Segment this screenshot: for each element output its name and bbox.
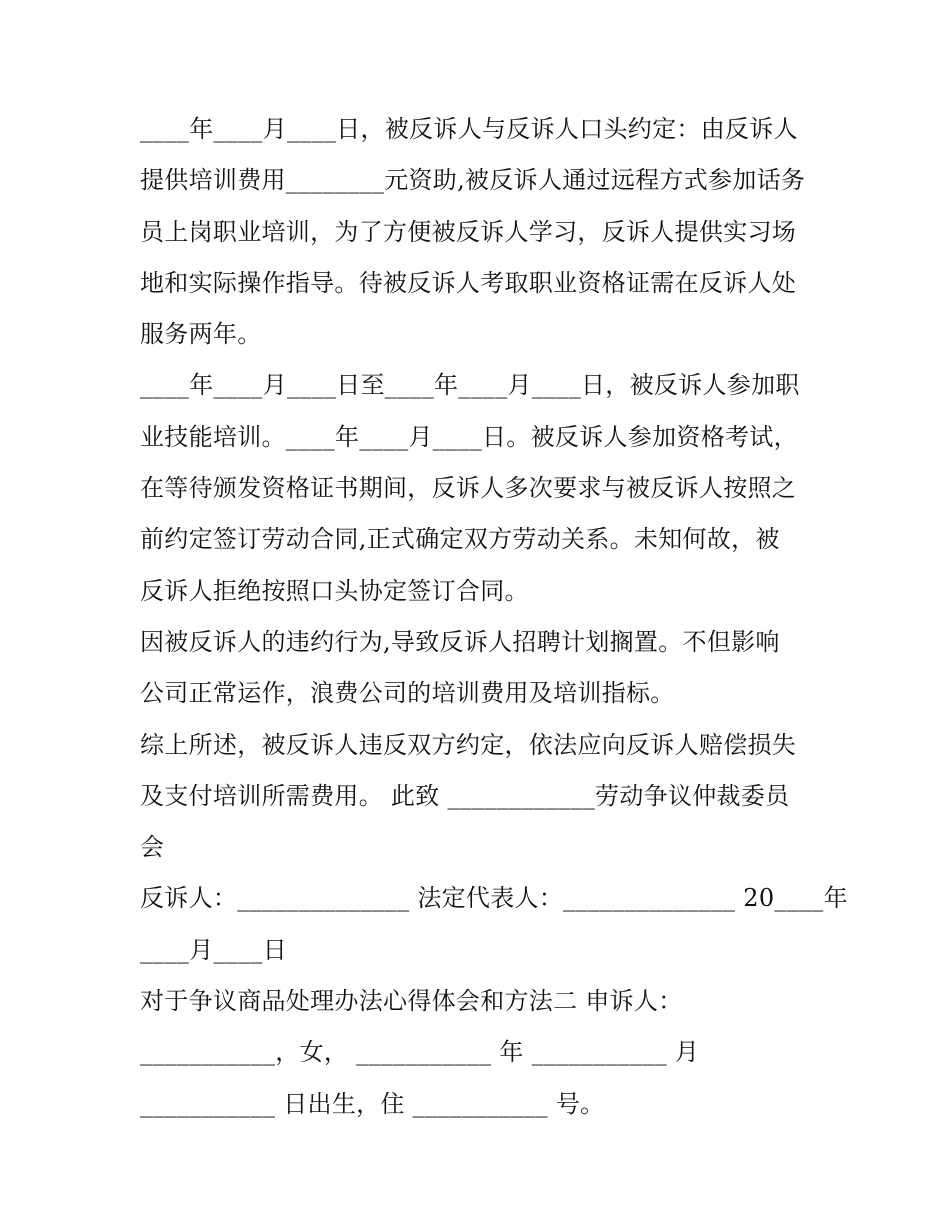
- text-line: ____月____日: [140, 935, 287, 964]
- text-line: ____年____月____日至____年____月____日，被反诉人参加职: [140, 371, 800, 400]
- text-line: 公司正常运作，浪费公司的培训费用及培训指标。: [140, 679, 675, 708]
- text-line: 综上所述，被反诉人违反双方约定，依法应向反诉人赔偿损失: [140, 730, 797, 759]
- text-line: ____年____月____日，被反诉人与反诉人口头约定：由反诉人: [140, 115, 798, 143]
- text-line: 对于争议商品处理办法心得体会和方法二 申诉人：: [140, 987, 683, 1016]
- text-line: 反诉人：______________ 法定代表人：______________ 20____年: [140, 884, 848, 913]
- text-line: 地和实际操作指导。待被反诉人考取职业资格证需在反诉人处: [140, 268, 797, 297]
- document-body: [140, 104, 848, 1130]
- text-line: 员上岗职业培训，为了方便被反诉人学习，反诉人提供实习场: [140, 217, 797, 246]
- text-line: 反诉人拒绝按照口头协定签订合同。: [140, 576, 529, 605]
- text-line: 提供培训费用________元资助,被反诉人通过远程方式参加话务: [140, 166, 806, 195]
- text-line: 因被反诉人的违约行为,导致反诉人招聘计划搁置。不但影响: [140, 627, 780, 656]
- text-line: 在等待颁发资格证书期间，反诉人多次要求与被反诉人按照之: [140, 474, 797, 503]
- text-line: 会: [140, 833, 165, 862]
- text-line: ___________ 日出生，住 ___________ 号。: [140, 1089, 605, 1118]
- text-line: 业技能培训。____年____月____日。被反诉人参加资格考试，: [140, 422, 798, 451]
- text-line: ___________，女， ___________ 年 ___________ 月: [140, 1038, 700, 1067]
- text-line: 及支付培训所需费用。 此致 ____________劳动争议仲裁委员: [140, 781, 790, 810]
- text-line: 前约定签订劳动合同,正式确定双方劳动关系。未知何故，被: [140, 525, 780, 554]
- text-line: 服务两年。: [140, 320, 262, 349]
